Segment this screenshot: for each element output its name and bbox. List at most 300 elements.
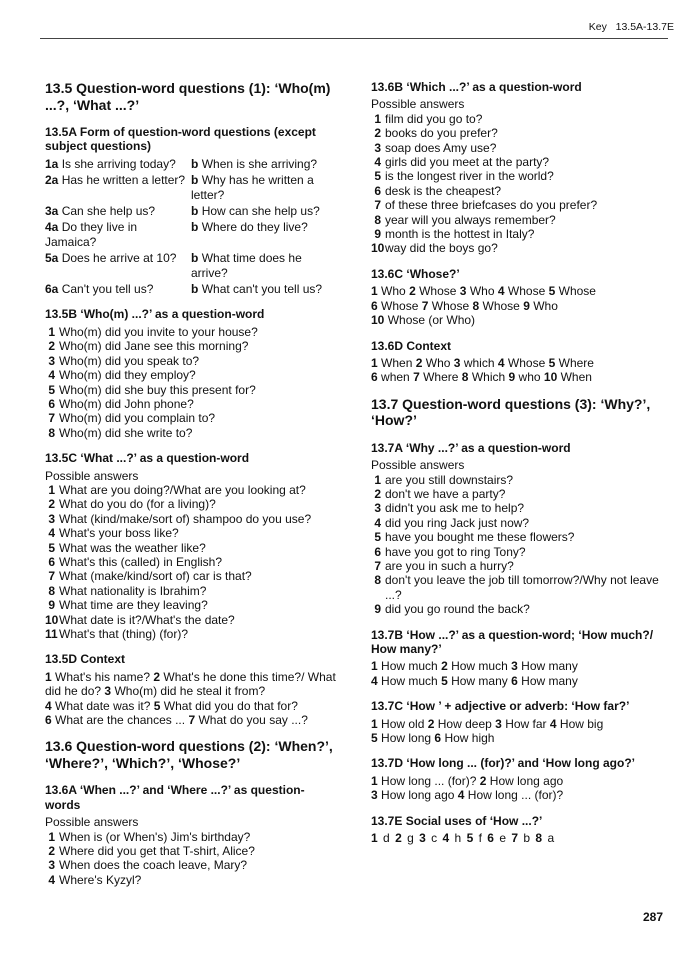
- form-question-b: [191, 251, 337, 280]
- section-13-7b-lines: [371, 659, 671, 688]
- answer-number: 2: [427, 716, 435, 731]
- answer-number: 5: [371, 731, 378, 746]
- item-text: don't you leave the job till tomorrow?/Why not leave ...?: [385, 573, 659, 602]
- answer-number: 3: [511, 659, 518, 674]
- section-13-7a-list: [371, 473, 671, 617]
- item-number: 3: [48, 511, 55, 526]
- list-item: [45, 483, 337, 497]
- item-number: 9: [48, 598, 55, 613]
- answer-line: [45, 670, 337, 699]
- header-key-label: Key: [588, 21, 607, 33]
- answer-text: When: [381, 355, 413, 370]
- item-number: 8: [48, 583, 55, 598]
- answer-number: 3: [419, 831, 427, 846]
- section-13-7e: [371, 814, 671, 846]
- answer-number: 3: [453, 355, 461, 370]
- section-13-6d-title: 13.6D Context: [371, 338, 452, 353]
- section-13-7d-title: 13.7D ‘How long ... (for)?’ and ‘How long ago?’: [371, 756, 635, 771]
- item-text: is the longest river in the world?: [385, 169, 554, 184]
- section-13-5a-title: 13.5A Form of question-word questions (except subject questions): [45, 125, 316, 154]
- question-text: Why has he written a letter?: [191, 173, 314, 202]
- answer-line: [371, 284, 671, 298]
- answer-number: 5: [548, 284, 556, 299]
- item-text: Who(m) did they employ?: [59, 368, 196, 383]
- answer-text: Who: [425, 355, 451, 370]
- answer-number: 7: [188, 713, 196, 728]
- answer-line: [371, 788, 671, 802]
- section-13-6a: [45, 783, 337, 887]
- answer-text: How many: [521, 659, 578, 674]
- answer-text: How long ago: [381, 788, 455, 803]
- item-number: 5: [374, 169, 381, 184]
- answer-line: [371, 674, 671, 688]
- answer-number: 1: [371, 355, 378, 370]
- list-item: [371, 573, 671, 602]
- list-item: [371, 141, 671, 155]
- list-item: [45, 541, 337, 555]
- answer-text: How high: [444, 731, 495, 746]
- item-number: 2: [48, 497, 55, 512]
- list-item: [371, 126, 671, 140]
- answer-text: when: [381, 370, 410, 385]
- possible-answers-label: Possible answers: [45, 468, 139, 483]
- answer-text: f: [478, 831, 483, 846]
- list-item: [371, 155, 671, 169]
- item-text: books do you prefer?: [385, 126, 498, 141]
- item-text: Where did you get that T-shirt, Alice?: [59, 844, 255, 859]
- section-13-6c-lines: [371, 284, 671, 327]
- item-text: Who(m) did she buy this present for?: [59, 382, 256, 397]
- answer-text: What do you say ...?: [198, 713, 308, 728]
- question-label: 4a: [45, 220, 59, 235]
- item-number: 1: [374, 111, 381, 126]
- question-text: Where do they live?: [201, 220, 308, 235]
- item-text: Who(m) did John phone?: [59, 396, 194, 411]
- answer-number: 1: [45, 669, 52, 684]
- answer-number: 4: [497, 355, 505, 370]
- answer-text: Whose: [558, 284, 596, 299]
- section-13-7a: [371, 441, 671, 617]
- answer-text: Whose: [381, 298, 419, 313]
- list-item: [45, 569, 337, 583]
- answer-text: Whose: [507, 284, 546, 299]
- answer-line: [371, 370, 671, 384]
- section-13-7c-title: 13.7C ‘How ’ + adjective or adverb: ‘How far?’: [371, 699, 630, 714]
- item-number: 4: [48, 872, 55, 887]
- item-text: didn't you ask me to help?: [385, 501, 525, 516]
- list-item: [45, 858, 337, 872]
- answer-number: 1: [371, 716, 378, 731]
- item-text: have you got to ring Tony?: [385, 544, 526, 559]
- section-13-6b-title: 13.6B ‘Which ...?’ as a question-word: [371, 80, 582, 94]
- answer-number: 5: [441, 673, 448, 688]
- section-13-5d: [45, 652, 337, 727]
- list-item: [371, 184, 671, 198]
- answer-text: b: [523, 831, 532, 846]
- list-item: [371, 602, 671, 616]
- question-label: b: [191, 204, 199, 219]
- answer-number: 5: [548, 355, 556, 370]
- item-text: What (kind/make/sort of) shampoo do you use?: [59, 511, 312, 526]
- section-13-6b: [371, 80, 671, 256]
- list-item: [45, 325, 337, 339]
- item-number: 8: [48, 425, 55, 440]
- item-number: 6: [374, 544, 381, 559]
- item-number: 7: [374, 198, 381, 213]
- item-text: Who(m) did you complain to?: [59, 411, 216, 426]
- answer-number: 6: [434, 731, 442, 746]
- list-item: [45, 598, 337, 612]
- item-number: 6: [374, 183, 381, 198]
- section-13-5a-grid: [45, 157, 337, 297]
- form-question-a: [45, 204, 191, 218]
- item-text: What was the weather like?: [59, 540, 206, 555]
- list-item: [45, 368, 337, 382]
- section-13-7e-lines: [371, 831, 671, 845]
- list-item: [45, 383, 337, 397]
- question-text: What time does he arrive?: [191, 251, 302, 280]
- answer-text: Who: [469, 284, 495, 299]
- answer-number: 3: [371, 788, 378, 803]
- form-question-b: [191, 173, 337, 202]
- answer-number: 4: [371, 673, 378, 688]
- item-number: 9: [374, 602, 381, 617]
- answer-number: 3: [104, 684, 112, 699]
- question-text: Does he arrive at 10?: [61, 251, 177, 266]
- question-text: Has he written a letter?: [61, 173, 186, 188]
- item-text: Who(m) did you invite to your house?: [59, 324, 258, 339]
- question-label: 5a: [45, 251, 59, 266]
- answer-number: 6: [371, 370, 378, 385]
- section-13-5d-lines: [45, 670, 337, 728]
- section-13-6a-list: [45, 830, 337, 888]
- answer-number: 8: [461, 370, 469, 385]
- list-item: [371, 227, 671, 241]
- section-13-5c-title: 13.5C ‘What ...?’ as a question-word: [45, 451, 250, 466]
- list-item: [45, 830, 337, 844]
- answer-number: 10: [543, 370, 558, 385]
- answer-text: Whose: [482, 298, 520, 313]
- section-13-5c-list: [45, 483, 337, 641]
- item-number: 2: [48, 844, 55, 859]
- answer-number: 6: [511, 673, 518, 688]
- item-number: 10: [45, 612, 59, 627]
- list-item: [45, 613, 337, 627]
- section-13-5-title: 13.5 Question-word questions (1): ‘Who(m) ...?, ‘What ...?’: [45, 80, 331, 113]
- item-text: What (make/kind/sort of) car is that?: [59, 569, 252, 584]
- question-label: 2a: [45, 173, 59, 188]
- answer-text: How long ... (for)?: [381, 773, 477, 788]
- item-number: 6: [48, 554, 55, 569]
- item-number: 4: [374, 155, 381, 170]
- answer-text: d: [383, 831, 391, 846]
- list-item: [371, 559, 671, 573]
- item-number: 2: [48, 339, 55, 354]
- answer-line: [371, 659, 671, 673]
- item-text: When does the coach leave, Mary?: [59, 858, 248, 873]
- section-13-7a-title: 13.7A ‘Why ...?’ as a question-word: [371, 440, 571, 455]
- answer-text: What's his name?: [55, 669, 151, 684]
- form-question-a: [45, 157, 191, 171]
- answer-text: Which: [471, 370, 506, 385]
- item-text: did you go round the back?: [385, 602, 530, 617]
- answer-number: 9: [523, 298, 530, 313]
- question-label: b: [191, 173, 199, 188]
- answer-number: 2: [441, 659, 448, 674]
- item-number: 8: [374, 212, 381, 227]
- item-text: What are you doing?/What are you looking at?: [59, 482, 306, 497]
- item-number: 5: [48, 540, 55, 555]
- question-label: 6a: [45, 282, 59, 297]
- list-item: [45, 426, 337, 440]
- answer-text: How much: [381, 673, 438, 688]
- answer-number: 1: [371, 773, 378, 788]
- question-label: 3a: [45, 204, 59, 219]
- list-item: [45, 584, 337, 598]
- section-13-5d-title: 13.5D Context: [45, 652, 126, 667]
- item-text: way did the boys go?: [385, 241, 498, 256]
- section-13-6d-lines: [371, 356, 671, 385]
- item-number: 10: [371, 241, 385, 256]
- answer-number: 2: [153, 669, 161, 684]
- list-item: [45, 497, 337, 511]
- item-number: 5: [374, 530, 381, 545]
- answer-number: 2: [395, 831, 403, 846]
- section-13-7-title: 13.7 Question-word questions (3): ‘Why?’, ‘How?’: [371, 395, 651, 429]
- list-item: [371, 169, 671, 183]
- answer-number: 6: [45, 713, 52, 728]
- answer-number: 7: [511, 831, 520, 846]
- answer-text: which: [463, 355, 495, 370]
- answer-line: [371, 313, 671, 327]
- item-number: 11: [45, 627, 58, 641]
- possible-answers-label: Possible answers: [45, 815, 139, 830]
- form-question-a: [45, 251, 191, 280]
- answer-number: 6: [371, 298, 378, 313]
- answer-number: 9: [508, 370, 516, 385]
- section-13-5b-list: [45, 325, 337, 440]
- section-13-6b-list: [371, 112, 671, 256]
- answer-line: [371, 299, 671, 313]
- list-item: [45, 354, 337, 368]
- answer-number: 2: [415, 355, 423, 370]
- item-number: 4: [48, 526, 55, 541]
- form-question-b: [191, 282, 337, 296]
- section-13-7d-lines: [371, 774, 671, 803]
- section-13-6d: [371, 339, 671, 385]
- answer-line: [371, 831, 671, 845]
- answer-text: Whose (or Who): [387, 313, 476, 328]
- question-label: b: [191, 282, 199, 297]
- answer-number: 4: [45, 698, 52, 713]
- answer-text: How big: [559, 716, 604, 731]
- section-13-7b-title: 13.7B ‘How ...?’ as a question-word; ‘How much?/ How many?’: [371, 627, 654, 656]
- section-13-5b-title: 13.5B ‘Who(m) ...?’ as a question-word: [45, 307, 265, 322]
- answer-number: 8: [472, 298, 480, 313]
- item-text: What's this (called) in English?: [59, 554, 223, 569]
- answer-text: What's he done this time?/ What did he do?: [45, 669, 336, 699]
- list-item: [45, 526, 337, 540]
- right-column: [371, 80, 671, 856]
- item-text: What nationality is Ibrahim?: [59, 583, 207, 598]
- item-number: 1: [48, 324, 55, 339]
- form-question-a: [45, 282, 191, 296]
- item-text: don't we have a party?: [385, 486, 506, 501]
- page-number: 287: [642, 910, 663, 924]
- item-number: 3: [48, 858, 55, 873]
- possible-answers-label: Possible answers: [371, 97, 465, 112]
- answer-text: How many: [521, 673, 578, 688]
- item-text: What do you do (for a living)?: [59, 497, 216, 512]
- answer-text: How long ago: [489, 773, 564, 788]
- item-text: desk is the cheapest?: [385, 183, 502, 198]
- item-number: 1: [48, 829, 55, 844]
- answer-text: How many: [451, 673, 508, 688]
- question-text: How can she help us?: [201, 204, 320, 219]
- list-item: [45, 339, 337, 353]
- question-text: What can't you tell us?: [201, 282, 323, 297]
- form-question-a: [45, 173, 191, 202]
- answer-line: [371, 774, 671, 788]
- section-13-7d: [371, 756, 671, 802]
- answer-number: 1: [371, 659, 378, 674]
- item-text: month is the hottest in Italy?: [385, 227, 535, 242]
- item-number: 4: [48, 368, 55, 383]
- form-question-b: [191, 157, 337, 171]
- item-number: 6: [48, 396, 55, 411]
- section-13-7c-lines: [371, 717, 671, 746]
- question-label: 1a: [45, 156, 59, 171]
- answer-text: How old: [381, 716, 425, 731]
- item-text: have you bought me these flowers?: [385, 530, 575, 545]
- form-question-b: [191, 204, 337, 218]
- item-text: are you in such a hurry?: [385, 558, 514, 573]
- list-item: [371, 501, 671, 515]
- answer-number: 5: [153, 698, 161, 713]
- item-text: of these three briefcases do you prefer?: [385, 198, 598, 213]
- list-item: [45, 627, 337, 641]
- list-item: [371, 198, 671, 212]
- answer-text: How long ... (for)?: [467, 788, 564, 803]
- list-item: [45, 411, 337, 425]
- answer-text: How long: [381, 731, 432, 746]
- list-item: [45, 512, 337, 526]
- answer-text: How much: [381, 659, 438, 674]
- item-text: film did you go to?: [385, 111, 483, 126]
- item-number: 7: [48, 411, 55, 426]
- answer-number: 4: [457, 788, 465, 803]
- question-label: b: [191, 251, 199, 266]
- item-number: 1: [48, 482, 55, 497]
- left-column: [45, 80, 337, 898]
- answer-text: Whose: [507, 355, 546, 370]
- answer-line: [371, 356, 671, 370]
- question-text: Do they live in Jamaica?: [45, 220, 138, 249]
- answer-text: who: [518, 370, 541, 385]
- answer-text: h: [454, 831, 463, 846]
- header-range: 13.5A-13.7E: [615, 21, 674, 33]
- list-item: [371, 112, 671, 126]
- list-item: [371, 545, 671, 559]
- list-item: [45, 397, 337, 411]
- answer-number: 2: [479, 773, 487, 788]
- answer-number: 4: [442, 831, 451, 846]
- answer-text: What did you do that for?: [163, 698, 298, 713]
- answer-number: 5: [466, 831, 475, 846]
- item-number: 8: [374, 573, 381, 588]
- item-number: 7: [48, 569, 55, 584]
- answer-text: Where: [423, 370, 459, 385]
- item-text: What date is it?/What's the date?: [59, 612, 235, 627]
- question-label: b: [191, 220, 199, 235]
- list-item: [371, 487, 671, 501]
- item-number: 9: [374, 227, 381, 242]
- answer-text: Who: [381, 284, 406, 299]
- running-header: [589, 21, 674, 33]
- answer-text: g: [407, 831, 415, 846]
- answer-text: Whose: [419, 284, 457, 299]
- question-text: Can she help us?: [61, 204, 156, 219]
- answer-number: 7: [413, 370, 420, 385]
- answer-line: [45, 713, 337, 727]
- answer-text: What are the chances ...: [55, 713, 186, 728]
- list-item: [371, 516, 671, 530]
- answer-number: 8: [535, 831, 544, 846]
- answer-number: 1: [371, 284, 378, 299]
- item-text: are you still downstairs?: [385, 472, 514, 487]
- item-text: When is (or When's) Jim's birthday?: [59, 829, 251, 844]
- section-13-5c: [45, 451, 337, 641]
- item-text: What time are they leaving?: [59, 598, 208, 613]
- answer-line: [371, 717, 671, 731]
- item-text: Where's Kyzyl?: [59, 872, 142, 887]
- answer-number: 1: [371, 831, 379, 846]
- answer-text: Who: [533, 298, 558, 313]
- item-number: 4: [374, 515, 381, 530]
- answer-number: 4: [549, 716, 557, 731]
- list-item: [45, 873, 337, 887]
- form-question-a: [45, 220, 191, 249]
- section-13-7c: [371, 699, 671, 745]
- item-number: 5: [48, 382, 55, 397]
- section-13-6a-title: 13.6A ‘When ...?’ and ‘Where ...?’ as question-words: [45, 783, 305, 812]
- possible-answers-label: Possible answers: [371, 458, 465, 473]
- item-text: year will you always remember?: [385, 212, 556, 227]
- section-13-6c-title: 13.6C ‘Whose?’: [371, 266, 460, 281]
- list-item: [371, 213, 671, 227]
- answer-text: What date was it?: [55, 698, 151, 713]
- answer-number: 6: [487, 831, 495, 846]
- section-13-5a: [45, 125, 337, 296]
- answer-text: How much: [451, 659, 508, 674]
- answer-number: 7: [421, 298, 429, 313]
- answer-text: How far: [505, 716, 547, 731]
- answer-line: [371, 731, 671, 745]
- section-13-6c: [371, 267, 671, 328]
- answer-text: c: [431, 831, 439, 846]
- item-number: 3: [48, 353, 55, 368]
- item-text: did you ring Jack just now?: [385, 515, 530, 530]
- item-number: 3: [374, 501, 381, 516]
- item-number: 1: [374, 472, 381, 487]
- item-text: Who(m) did you speak to?: [59, 353, 200, 368]
- item-number: 7: [374, 558, 381, 573]
- section-13-6-title: 13.6 Question-word questions (2): ‘When?’, ‘Where?’, ‘Which?’, ‘Whose?’: [45, 738, 333, 771]
- question-text: When is she arriving?: [201, 156, 318, 171]
- list-item: [45, 844, 337, 858]
- answer-line: [45, 699, 337, 713]
- question-text: Is she arriving today?: [61, 156, 176, 171]
